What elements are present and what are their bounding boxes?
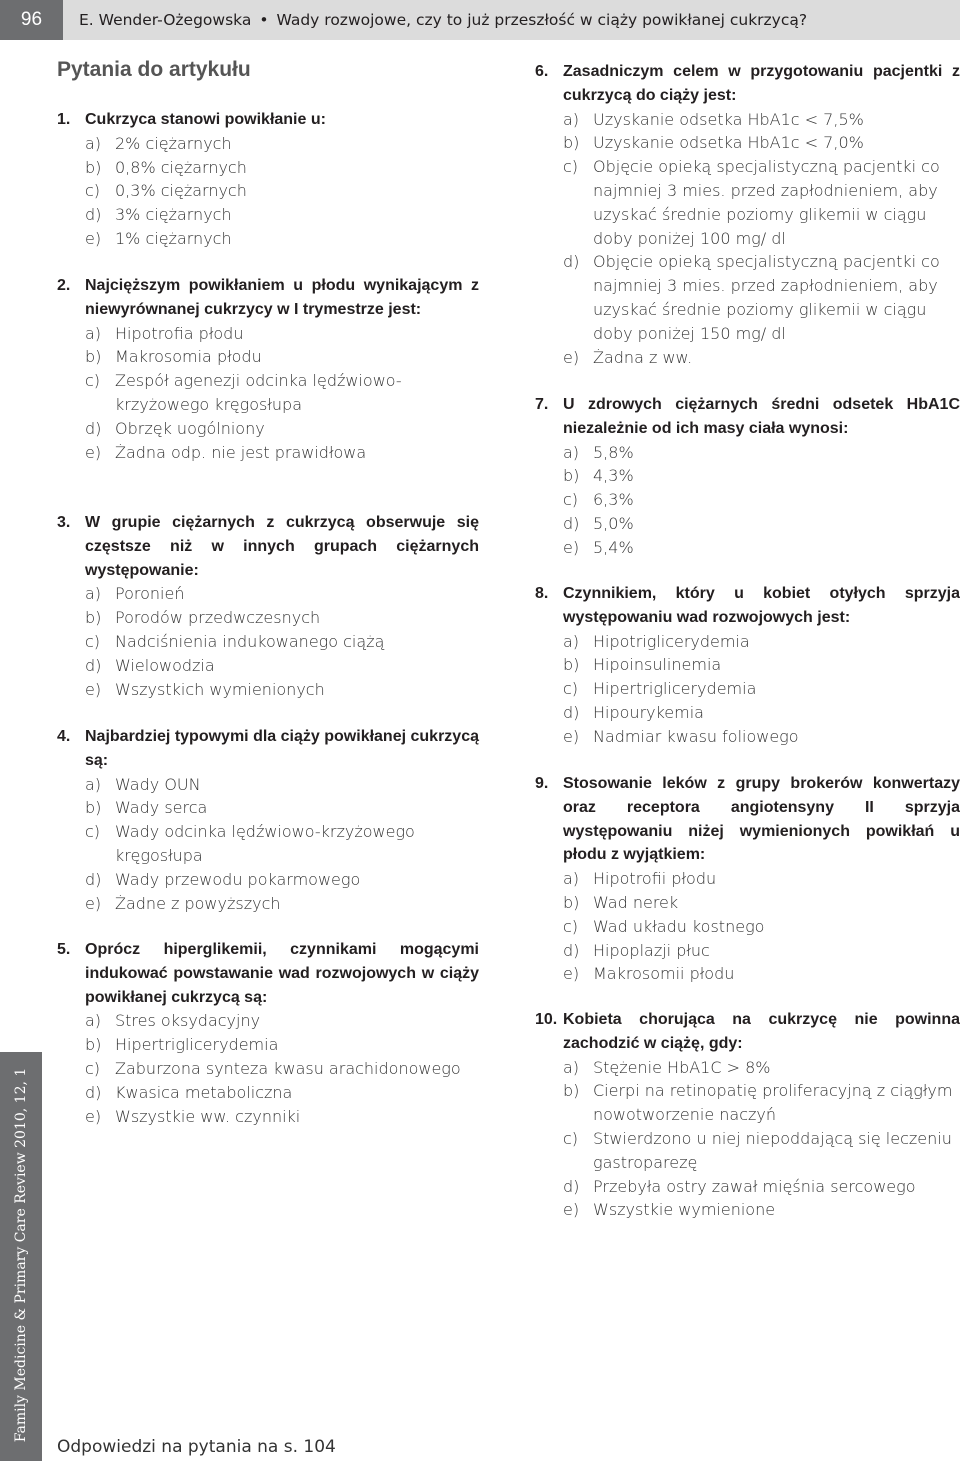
answer-option <box>563 512 960 536</box>
question-number: 10. <box>535 1011 558 1028</box>
option-text: Wady serca <box>115 798 208 818</box>
option-text: Wad nerek <box>593 892 679 912</box>
question-text: Zasadniczym celem w przygotowaniu pacjentki z cukrzycą do ciąży jest: <box>563 63 960 104</box>
question-text: Kobieta chorująca na cukrzycę nie powinna zachodzić w ciążę, gdy: <box>563 1011 960 1052</box>
option-text: Makrosomia płodu <box>115 347 262 367</box>
answer-option <box>85 1009 479 1033</box>
option-text: 3% ciężarnych <box>115 205 232 225</box>
option-text: Hipertriglicerydemia <box>593 679 757 699</box>
option-text: Porodów przedwczesnych <box>115 608 321 628</box>
option-text: 0,8% ciężarnych <box>115 157 247 177</box>
question-block <box>57 274 479 464</box>
option-text: Wszystkie wymienione <box>593 1200 776 1220</box>
option-letter: d) <box>85 205 102 225</box>
option-letter: b) <box>85 608 102 628</box>
option-text: Hipoinsulinemia <box>593 655 722 675</box>
answer-option <box>563 867 960 891</box>
question-text: Stosowanie leków z grupy brokerów konwertazy oraz receptora angiotensyny II sprzyja występowaniu niżej wymienionych powikłań u płodu z wyjątkiem: <box>563 775 960 864</box>
question-block <box>57 938 479 1128</box>
question-text: Oprócz hiperglikemii, czynnikami mogącymi indukować powstawanie wad rozwojowych w ciąży powikłanej cukrzycą są: <box>85 941 479 1006</box>
answer-option <box>563 441 960 465</box>
answer-option <box>563 488 960 512</box>
option-letter: e) <box>563 1200 580 1220</box>
answer-option <box>563 1127 960 1175</box>
option-text: Żadne z powyższych <box>115 893 281 913</box>
option-text: 2% ciężarnych <box>115 133 232 153</box>
answer-option <box>563 891 960 915</box>
option-letter: e) <box>563 537 580 557</box>
answer-option <box>85 796 479 820</box>
answer-option <box>563 1198 960 1222</box>
option-letter: a) <box>85 1011 102 1031</box>
option-letter: c) <box>85 822 101 842</box>
option-letter: b) <box>85 347 102 367</box>
option-letter: b) <box>563 1081 580 1101</box>
option-text: Hipotrofii płodu <box>593 869 717 889</box>
option-text: Żadna z ww. <box>593 347 693 367</box>
option-text: Uzyskanie odsetka HbA1c < 7,5% <box>593 109 864 129</box>
answer-option <box>563 346 960 370</box>
answer-option <box>85 773 479 797</box>
option-letter: e) <box>85 893 102 913</box>
option-letter: d) <box>85 418 102 438</box>
option-text: Stres oksydacyjny <box>115 1011 261 1031</box>
option-text: Hipotrofia płodu <box>115 323 244 343</box>
answer-option <box>563 108 960 132</box>
option-letter: a) <box>85 323 102 343</box>
option-text: Zaburzona synteza kwasu arachidonowego <box>115 1058 461 1078</box>
question-number: 4. <box>57 728 71 745</box>
option-text: Hipertriglicerydemia <box>115 1035 279 1055</box>
option-text: Poronień <box>115 584 185 604</box>
header-author: E. Wender-Ożegowska <box>79 11 252 29</box>
option-text: 5,8% <box>593 442 634 462</box>
option-text: Objęcie opieką specjalistyczną pacjentki co najmniej 3 mies. przed zapłodnieniem, aby uzyskać średnie poziomy glikemii w ciągu doby poniżej 150 mg/ dl <box>593 252 940 343</box>
option-text: Hipotriglicerydemia <box>593 631 750 651</box>
option-letter: b) <box>563 133 580 153</box>
option-letter: c) <box>563 1128 579 1148</box>
option-letter: c) <box>85 631 101 651</box>
question-text: Czynnikiem, który u kobiet otyłych sprzyja występowaniu wad rozwojowych jest: <box>563 585 960 626</box>
answer-option <box>85 156 479 180</box>
answer-option <box>563 915 960 939</box>
page-number: 96 <box>0 0 63 40</box>
question-text: Cukrzyca stanowi powikłanie u: <box>85 111 326 128</box>
option-letter: c) <box>563 157 579 177</box>
option-letter: e) <box>563 347 580 367</box>
answer-option <box>85 345 479 369</box>
option-text: Wszystkich wymienionych <box>115 679 325 699</box>
option-text: 5,4% <box>593 537 634 557</box>
section-title: Pytania do artykułu <box>57 58 251 81</box>
answer-option <box>85 441 479 465</box>
option-text: Wad układu kostnego <box>593 916 765 936</box>
answer-option <box>85 654 479 678</box>
option-letter: d) <box>563 252 580 272</box>
option-letter: e) <box>85 228 102 248</box>
answer-option <box>85 892 479 916</box>
option-letter: e) <box>85 442 102 462</box>
option-letter: b) <box>85 1035 102 1055</box>
answers-reference: Odpowiedzi na pytania na s. 104 <box>57 1437 336 1457</box>
option-text: Żadna odp. nie jest prawidłowa <box>115 442 367 462</box>
option-letter: c) <box>85 371 101 391</box>
option-text: Wady odcinka lędźwiowo-krzyżowego kręgosłupa <box>115 822 415 865</box>
option-text: Kwasica metaboliczna <box>115 1082 293 1102</box>
question-text: W grupie ciężarnych z cukrzycą obserwuje się częstsze niż w innych grupach ciężarnych występowanie: <box>85 514 479 579</box>
option-text: 1% ciężarnych <box>115 228 232 248</box>
answer-option <box>563 250 960 345</box>
question-block <box>57 725 479 915</box>
answer-option <box>563 653 960 677</box>
option-letter: e) <box>85 1106 102 1126</box>
answer-option <box>563 1175 960 1199</box>
question-block <box>535 582 960 749</box>
question-text: Najbardziej typowymi dla ciąży powikłanej cukrzycą są: <box>85 728 479 769</box>
answer-option <box>563 131 960 155</box>
answer-option <box>85 868 479 892</box>
option-text: Wady przewodu pokarmowego <box>115 869 361 889</box>
option-text: Obrzęk uogólniony <box>115 418 265 438</box>
option-text: 6,3% <box>593 490 634 510</box>
option-letter: a) <box>563 109 580 129</box>
answer-option <box>85 1057 479 1081</box>
answer-option <box>563 630 960 654</box>
question-text: Najcięższym powikłaniem u płodu wynikającym z niewyrównanej cukrzycy w I trymestrze jest: <box>85 277 479 318</box>
answer-option <box>85 1081 479 1105</box>
answer-option <box>563 701 960 725</box>
answer-option <box>563 536 960 560</box>
option-letter: b) <box>563 892 580 912</box>
answer-option <box>85 820 479 868</box>
option-letter: b) <box>85 157 102 177</box>
answer-option <box>85 132 479 156</box>
option-text: Wszystkie ww. czynniki <box>115 1106 301 1126</box>
option-text: Makrosomii płodu <box>593 964 735 984</box>
option-letter: b) <box>85 798 102 818</box>
answer-option <box>85 606 479 630</box>
question-block <box>535 60 960 369</box>
option-text: Nadciśnienia indukowanego ciążą <box>115 631 385 651</box>
option-letter: e) <box>563 964 580 984</box>
option-letter: c) <box>563 490 579 510</box>
answer-option <box>85 203 479 227</box>
answer-option <box>85 1105 479 1129</box>
option-letter: d) <box>563 702 580 722</box>
header-article-title: Wady rozwojowe, czy to już przeszłość w ciąży powikłanej cukrzycą? <box>276 11 808 29</box>
option-letter: a) <box>563 1057 580 1077</box>
option-text: Przebyła ostry zawał mięśnia sercowego <box>593 1176 916 1196</box>
answer-option <box>563 464 960 488</box>
answer-option <box>85 417 479 441</box>
option-text: Stężenie HbA1C > 8% <box>593 1057 771 1077</box>
option-text: Uzyskanie odsetka HbA1c < 7,0% <box>593 133 864 153</box>
question-number: 5. <box>57 941 71 958</box>
option-text: Cierpi na retinopatię proliferacyjną z ciągłym nowotworzenie naczyń <box>593 1081 953 1125</box>
option-letter: a) <box>85 774 102 794</box>
question-number: 8. <box>535 585 549 602</box>
option-letter: d) <box>85 655 102 675</box>
header-citation <box>79 0 807 40</box>
option-text: 5,0% <box>593 513 634 533</box>
question-block <box>535 1008 960 1222</box>
option-letter: a) <box>563 631 580 651</box>
option-letter: d) <box>85 869 102 889</box>
option-text: Nadmiar kwasu foliowego <box>593 726 799 746</box>
answer-option <box>563 155 960 250</box>
answer-option <box>85 582 479 606</box>
option-text: Wady OUN <box>115 774 201 794</box>
option-letter: b) <box>563 655 580 675</box>
question-block <box>57 511 479 701</box>
header-bullet: • <box>259 11 269 29</box>
option-text: Objęcie opieką specjalistyczną pacjentki co najmniej 3 mies. przed zapłodnieniem, aby uzyskać średnie poziomy glikemii w ciągu doby poniżej 100 mg/ dl <box>593 157 940 248</box>
option-letter: e) <box>563 726 580 746</box>
option-text: Stwierdzono u niej niepoddającą się leczeniu gastroparezę <box>593 1128 952 1172</box>
option-letter: d) <box>563 940 580 960</box>
option-letter: a) <box>85 133 102 153</box>
option-letter: c) <box>563 916 579 936</box>
question-number: 6. <box>535 63 549 80</box>
answer-option <box>85 678 479 702</box>
option-letter: b) <box>563 466 580 486</box>
answer-option <box>563 1079 960 1127</box>
question-number: 3. <box>57 514 71 531</box>
question-block <box>57 108 479 251</box>
option-letter: d) <box>563 513 580 533</box>
answer-option <box>85 369 479 417</box>
question-block <box>535 772 960 986</box>
option-text: Hipoplazji płuc <box>593 940 710 960</box>
option-letter: c) <box>563 679 579 699</box>
option-letter: e) <box>85 679 102 699</box>
option-text: Hipourykemia <box>593 702 704 722</box>
question-number: 1. <box>57 111 71 128</box>
answer-option <box>563 725 960 749</box>
answer-option <box>85 227 479 251</box>
option-letter: a) <box>563 869 580 889</box>
option-letter: d) <box>563 1176 580 1196</box>
option-letter: c) <box>85 1058 101 1078</box>
answer-option <box>85 179 479 203</box>
answer-option <box>85 1033 479 1057</box>
answer-option <box>563 939 960 963</box>
answer-option <box>563 1056 960 1080</box>
option-text: 4,3% <box>593 466 634 486</box>
question-text: U zdrowych ciężarnych średni odsetek HbA1C niezależnie od ich masy ciała wynosi: <box>563 396 960 437</box>
answer-option <box>85 630 479 654</box>
option-text: 0,3% ciężarnych <box>115 181 247 201</box>
option-letter: d) <box>85 1082 102 1102</box>
option-text: Zespół agenezji odcinka lędźwiowo-krzyżowego kręgosłupa <box>115 371 402 414</box>
question-block <box>535 393 960 560</box>
question-number: 7. <box>535 396 549 413</box>
option-letter: a) <box>85 584 102 604</box>
question-number: 9. <box>535 775 549 792</box>
answer-option <box>85 322 479 346</box>
journal-side-label: Family Medicine & Primary Care Review 2010, 12, 1 <box>13 1067 29 1443</box>
option-letter: c) <box>85 181 101 201</box>
answer-option <box>563 677 960 701</box>
option-text: Wielowodzia <box>115 655 215 675</box>
question-number: 2. <box>57 277 71 294</box>
option-letter: a) <box>563 442 580 462</box>
answer-option <box>563 962 960 986</box>
